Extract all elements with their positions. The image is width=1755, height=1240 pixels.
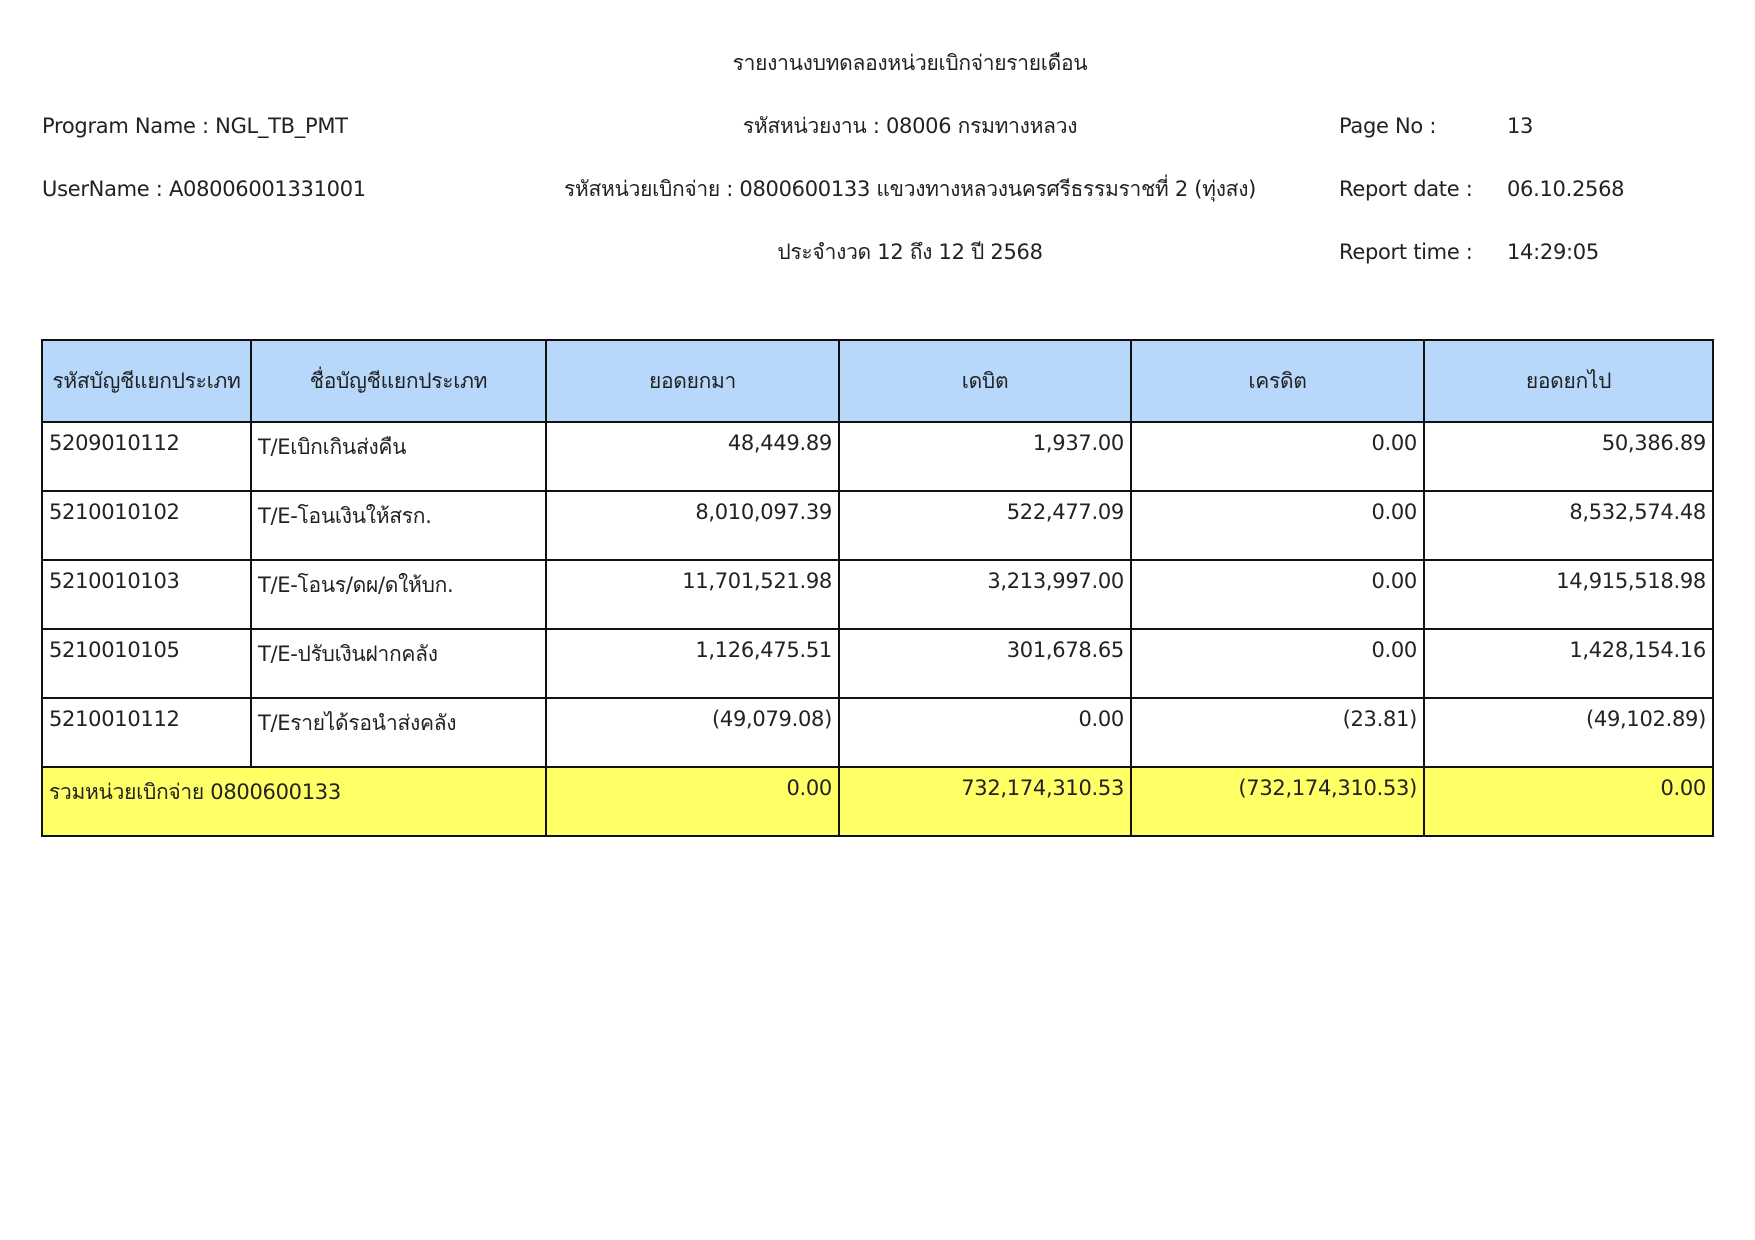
account-name: T/E-ปรับเงินฝากคลัง (251, 629, 546, 698)
report-period: ประจำงวด 12 ถึง 12 ปี 2568 (777, 240, 1043, 264)
report-date-value: 06.10.2568 (1507, 177, 1625, 201)
table-row (42, 491, 1713, 560)
program-name: Program Name : NGL_TB_PMT (42, 114, 348, 138)
report-date-label: Report date : (1339, 177, 1473, 201)
total-opening-balance: 0.00 (546, 767, 839, 836)
account-code: 5210010105 (42, 629, 251, 698)
total-closing-balance: 0.00 (1424, 767, 1713, 836)
report-time-value: 14:29:05 (1507, 240, 1599, 264)
debit: 1,937.00 (839, 422, 1131, 491)
page-no-label: Page No : (1339, 114, 1437, 138)
closing-balance: 14,915,518.98 (1424, 560, 1713, 629)
table-row (42, 560, 1713, 629)
opening-balance: 8,010,097.39 (546, 491, 839, 560)
account-code: 5210010112 (42, 698, 251, 767)
table-row (42, 629, 1713, 698)
table-row (42, 422, 1713, 491)
account-code: 5209010112 (42, 422, 251, 491)
username: UserName : A08006001331001 (42, 177, 366, 201)
closing-balance: 1,428,154.16 (1424, 629, 1713, 698)
disbursing-unit: รหัสหน่วยเบิกจ่าย : 0800600133 แขวงทางหลวงนครศรีธรรมราชที่ 2 (ทุ่งสง) (563, 177, 1257, 201)
header-debit: เดบิต (839, 340, 1131, 422)
debit: 522,477.09 (839, 491, 1131, 560)
closing-balance: 8,532,574.48 (1424, 491, 1713, 560)
closing-balance: (49,102.89) (1424, 698, 1713, 767)
debit: 0.00 (839, 698, 1131, 767)
credit: 0.00 (1131, 422, 1424, 491)
total-label: รวมหน่วยเบิกจ่าย 0800600133 (42, 767, 546, 836)
header-credit: เครดิต (1131, 340, 1424, 422)
account-name: T/E-โอนร/ดผ/ดให้บก. (251, 560, 546, 629)
total-credit: (732,174,310.53) (1131, 767, 1424, 836)
credit: (23.81) (1131, 698, 1424, 767)
credit: 0.00 (1131, 560, 1424, 629)
report-title: รายงานงบทดลองหน่วยเบิกจ่ายรายเดือน (732, 51, 1088, 75)
header-account-code: รหัสบัญชีแยกประเภท (42, 340, 251, 422)
account-code: 5210010102 (42, 491, 251, 560)
header-account-name: ชื่อบัญชีแยกประเภท (251, 340, 546, 422)
page-no-value: 13 (1507, 114, 1534, 138)
opening-balance: 1,126,475.51 (546, 629, 839, 698)
opening-balance: 11,701,521.98 (546, 560, 839, 629)
account-code: 5210010103 (42, 560, 251, 629)
account-name: T/Eเบิกเกินส่งคืน (251, 422, 546, 491)
credit: 0.00 (1131, 629, 1424, 698)
credit: 0.00 (1131, 491, 1424, 560)
trial-balance-table (41, 339, 1714, 837)
debit: 3,213,997.00 (839, 560, 1131, 629)
account-name: T/Eรายได้รอนำส่งคลัง (251, 698, 546, 767)
debit: 301,678.65 (839, 629, 1131, 698)
agency-code: รหัสหน่วยงาน : 08006 กรมทางหลวง (742, 114, 1078, 138)
closing-balance: 50,386.89 (1424, 422, 1713, 491)
header-opening-balance: ยอดยกมา (546, 340, 839, 422)
report-time-label: Report time : (1339, 240, 1473, 264)
table-row (42, 698, 1713, 767)
header-closing-balance: ยอดยกไป (1424, 340, 1713, 422)
total-debit: 732,174,310.53 (839, 767, 1131, 836)
opening-balance: (49,079.08) (546, 698, 839, 767)
total-row (42, 767, 1713, 836)
account-name: T/E-โอนเงินให้สรก. (251, 491, 546, 560)
opening-balance: 48,449.89 (546, 422, 839, 491)
table-header-row (42, 340, 1713, 422)
